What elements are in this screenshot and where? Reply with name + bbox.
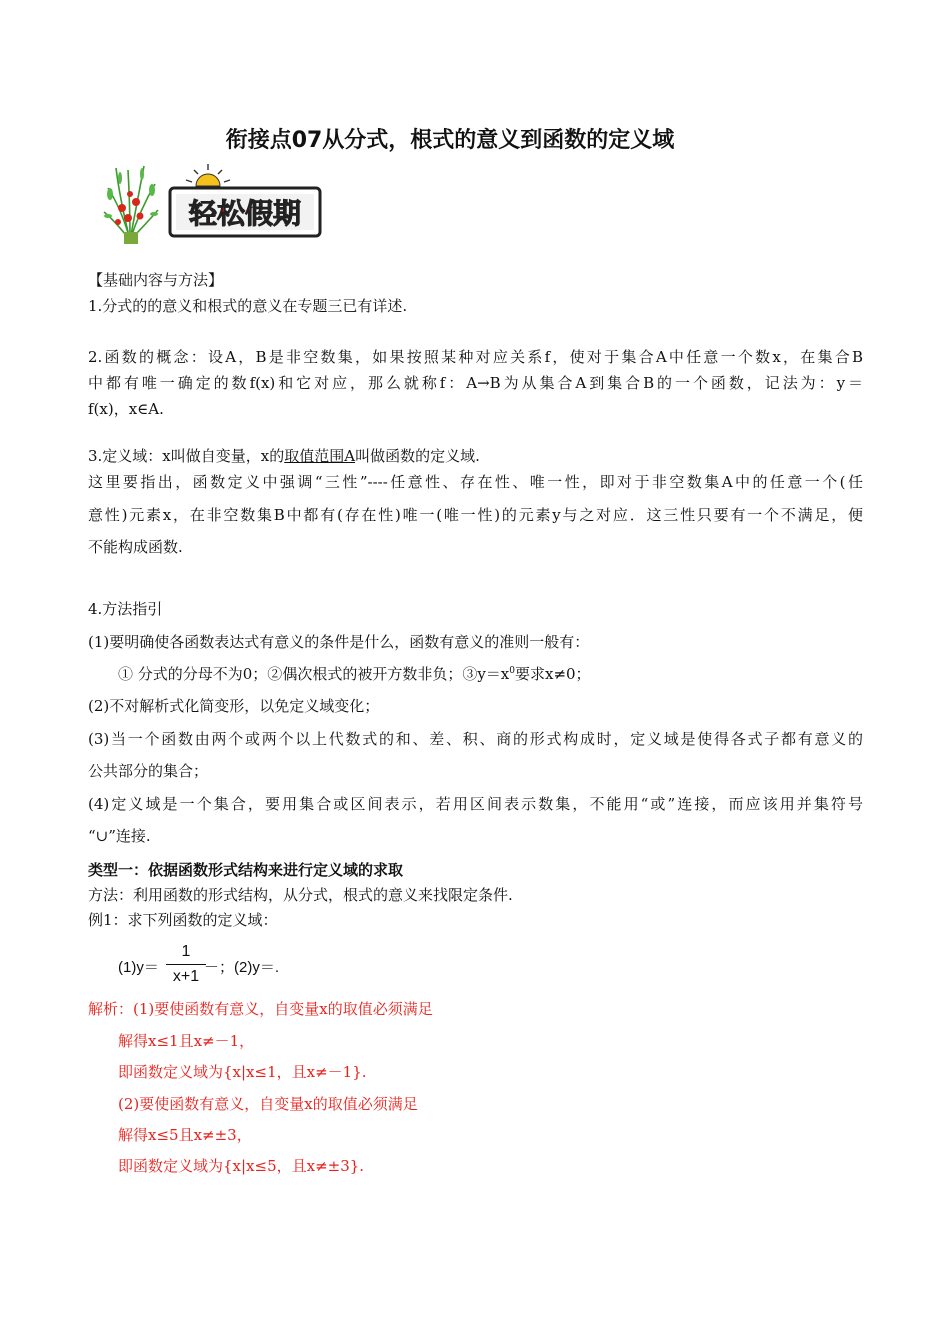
sun-icon <box>186 164 230 186</box>
paragraph-1: 1.分式的的意义和根式的意义在专题三已有详述. <box>88 297 408 315</box>
holiday-logo <box>100 160 330 250</box>
page-title: 衔接点07从分式，根式的意义到函数的定义域 <box>225 128 675 153</box>
method-item-4-line-2: “∪”连接. <box>88 827 151 845</box>
example-1: 例1：求下列函数的定义域： <box>88 911 278 929</box>
definition-tail: 叫做函数的定义域. <box>355 447 480 465</box>
solution-line-1: 解析：(1)要使函数有意义，自变量x的取值必须满足 <box>88 1000 433 1018</box>
fraction <box>166 942 206 987</box>
paragraph-3-line-1 <box>88 446 480 466</box>
solution-line-6: 即函数定义域为{x|x≤5，且x≠±3}. <box>118 1157 365 1175</box>
method-item-2: (2)不对解析式化简变形，以免定义域变化； <box>88 697 380 715</box>
question-left: (1)y＝ <box>118 959 159 976</box>
paragraph-3-line-3: 意性)元素x，在非空数集B中都有(存在性)唯一(唯一性)的元素y与之对应．这三性只要有一个不满足，便 <box>88 506 863 524</box>
fraction-bar <box>166 964 206 965</box>
paragraph-2-line-3: f(x)，x∈A. <box>88 400 164 418</box>
flower-bouquet-icon <box>104 166 158 244</box>
rules-tail: 要求x≠0； <box>514 665 591 683</box>
type-1-heading: 类型一：依据函数形式结构来进行定义域的求取 <box>88 861 404 879</box>
logo-text: 轻松假期 <box>188 197 302 230</box>
paragraph-3-line-4: 不能构成函数. <box>88 538 183 556</box>
paragraph-2-line-1: 2.函数的概念：设A，B是非空数集，如果按照某种对应关系f，使对于集合A中任意一个数x，在集合B <box>88 348 863 366</box>
method-item-3-line-2: 公共部分的集合； <box>88 762 209 780</box>
definition-text: 3.定义域：x叫做自变量，x的 <box>88 447 285 465</box>
method-heading: 4.方法指引 <box>88 600 163 618</box>
method-item-1-rules <box>118 664 591 684</box>
solution-line-3: 即函数定义域为{x|x≤1，且x≠－1}. <box>118 1063 367 1081</box>
section-header: 【基础内容与方法】 <box>88 271 224 289</box>
rules-text: ① 分式的分母不为0；②偶次根式的被开方数非负；③y＝x <box>118 665 510 683</box>
method-item-3-line-1: (3)当一个函数由两个或两个以上代数式的和、差、积、商的形式构成时，定义域是使得各式子都有意义的 <box>88 730 863 748</box>
paragraph-2-line-2: 中都有唯一确定的数f(x)和它对应，那么就称f：A→B为从集合A到集合B的一个函数，记法为：y＝ <box>88 374 863 392</box>
solution-line-2: 解得x≤1且x≠－1， <box>118 1032 255 1050</box>
fraction-denominator: x+1 <box>172 968 200 985</box>
domain-range-term: 取值范围A <box>284 447 356 465</box>
question-right: －；(2)y＝. <box>204 959 280 976</box>
method-item-1: (1)要明确使各函数表达式有意义的条件是什么，函数有意义的准则一般有： <box>88 633 590 651</box>
solution-line-4: (2)要使函数有意义，自变量x的取值必须满足 <box>118 1095 418 1113</box>
method-item-4-line-1: (4)定义域是一个集合，要用集合或区间表示，若用区间表示数集，不能用“或”连接，而应该用并集符号 <box>88 795 863 813</box>
fraction-numerator: 1 <box>181 943 191 960</box>
solution-line-5: 解得x≤5且x≠±3， <box>118 1126 252 1144</box>
paragraph-3-line-2: 这里要指出，函数定义中强调“三性”----任意性、存在性、唯一性，即对于非空数集A中的任意一个(任 <box>88 473 863 491</box>
zero-exponent: 0 <box>509 666 515 676</box>
type-1-method: 方法：利用函数的形式结构，从分式，根式的意义来找限定条件. <box>88 886 513 904</box>
